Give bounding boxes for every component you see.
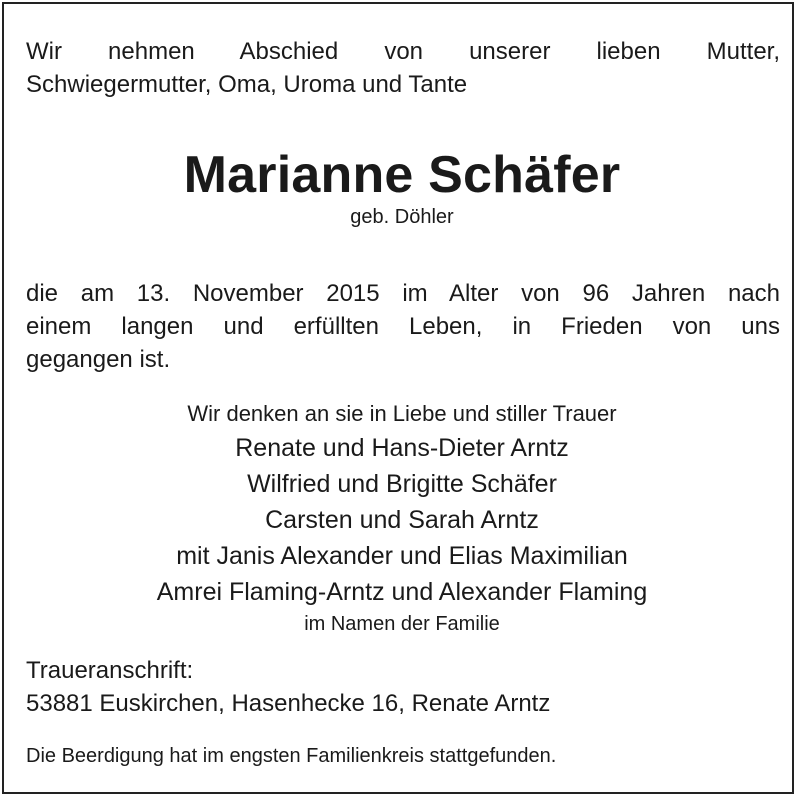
address-label: Traueranschrift: [26,657,194,684]
maiden-name: geb. Döhler [350,206,454,228]
mourner-name: mit Janis Alexander und Elias Maximilian [176,542,628,570]
obituary-notice [2,2,794,794]
intro-line-1: Wir nehmen Abschied von unserer lieben Mutter, [26,38,780,65]
funeral-note: Die Beerdigung hat im engsten Familienkreis stattgefunden. [26,745,557,767]
mourning-address [26,654,780,720]
mourners-block [4,398,800,638]
mourners-intro: Wir denken an sie in Liebe und stiller Trauer [187,401,617,426]
mourners-closing: im Namen der Familie [304,613,500,635]
intro-text [26,35,780,101]
mourner-name: Wilfried und Brigitte Schäfer [247,470,557,498]
death-announcement [26,277,780,376]
announcement-line-3: gegangen ist. [26,346,171,373]
mourner-name: Renate und Hans-Dieter Arntz [235,434,569,462]
announcement-line-1: die am 13. November 2015 im Alter von 96 Jahren nach [26,280,780,307]
deceased-name: Marianne Schäfer [183,146,621,204]
intro-line-2: Schwiegermutter, Oma, Uroma und Tante [26,71,468,98]
mourner-name: Amrei Flaming-Arntz und Alexander Flaming [156,578,648,606]
announcement-line-2: einem langen und erfüllten Leben, in Frieden von uns [26,313,780,340]
mourner-name: Carsten und Sarah Arntz [265,506,539,534]
address-value: 53881 Euskirchen, Hasenhecke 16, Renate Arntz [26,690,551,717]
